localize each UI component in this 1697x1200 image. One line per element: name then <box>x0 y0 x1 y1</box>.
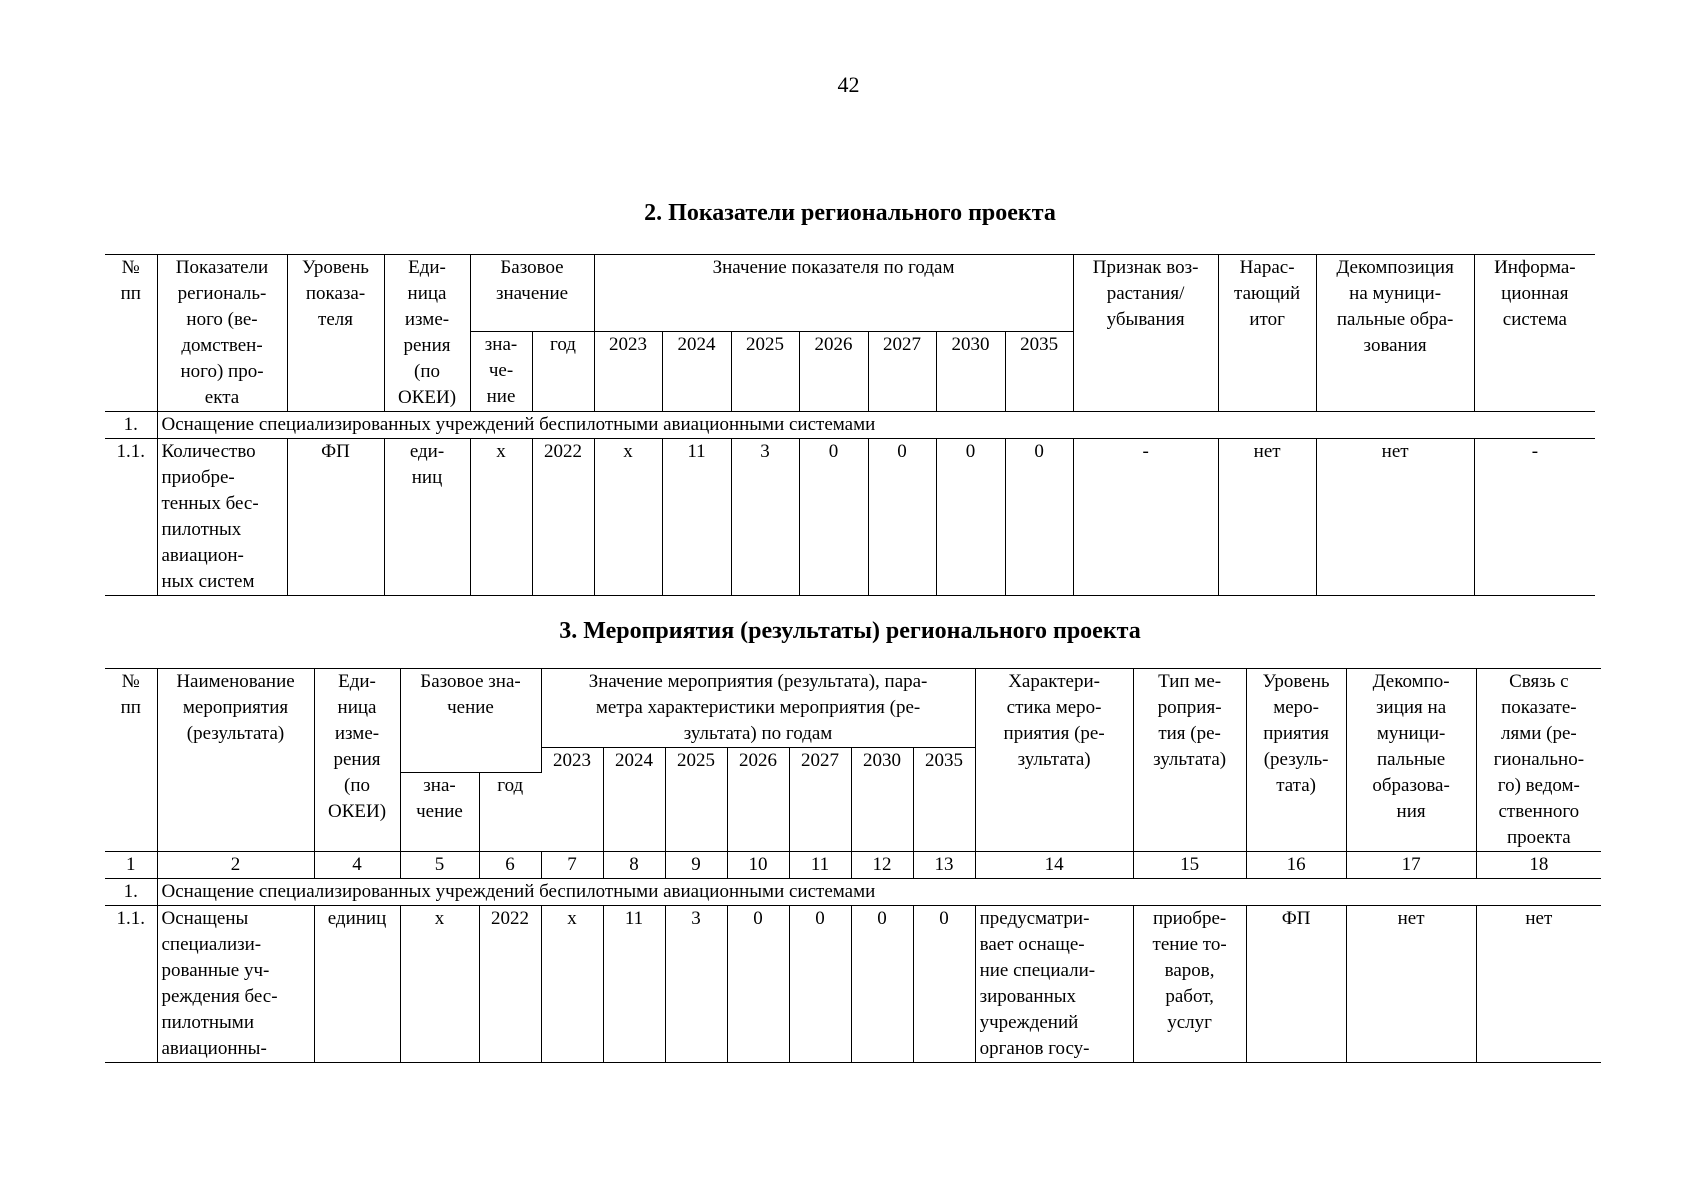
col-number: 15 <box>1133 852 1246 879</box>
col-number: 1 <box>105 852 157 879</box>
header-base-year: год <box>479 773 541 852</box>
group-num: 1. <box>105 412 157 439</box>
header-link: Связь с показате- лями (ре- гионально- го) ведом- ственного проекта <box>1476 669 1601 852</box>
header-unit: Еди- ница изме- рения (по ОКЕИ) <box>384 255 470 412</box>
row-characteristic: предусматри- вает оснаще- ние специали- зированных учреждений органов госу- <box>975 906 1133 1063</box>
row-indicator: Количество приобре- тенных бес- пилотных авиацион- ных систем <box>157 439 287 596</box>
indicators-table <box>105 254 1595 596</box>
header-year: 2025 <box>665 748 727 852</box>
header-by-years: Значение показателя по годам <box>594 255 1073 332</box>
row-unit: еди- ниц <box>384 439 470 596</box>
header-num: № пп <box>105 669 157 852</box>
col-number: 9 <box>665 852 727 879</box>
col-number: 14 <box>975 852 1133 879</box>
row-name: Оснащены специализи- рованные уч- реждения бес- пилотными авиационны- <box>157 906 314 1063</box>
row-base-year: 2022 <box>479 906 541 1063</box>
header-year: 2024 <box>662 332 731 412</box>
header-name: Наименование мероприятия (результата) <box>157 669 314 852</box>
header-year: 2030 <box>851 748 913 852</box>
row-year-value: 0 <box>799 439 868 596</box>
col-number: 6 <box>479 852 541 879</box>
header-base: Базовое зна- чение <box>400 669 541 773</box>
col-number: 11 <box>789 852 851 879</box>
row-year-value: 11 <box>662 439 731 596</box>
activities-table <box>105 668 1601 1063</box>
col-number: 12 <box>851 852 913 879</box>
row-level: ФП <box>287 439 384 596</box>
header-characteristic: Характери- стика меро- приятия (ре- зультата) <box>975 669 1133 852</box>
row-year-value: 0 <box>913 906 975 1063</box>
header-level: Уровень меро- приятия (резуль- тата) <box>1246 669 1346 852</box>
row-level: ФП <box>1246 906 1346 1063</box>
col-number: 18 <box>1476 852 1601 879</box>
row-link: нет <box>1476 906 1601 1063</box>
group-title: Оснащение специализированных учреждений беспилотными авиационными системами <box>157 412 1595 439</box>
header-cumulative: Нарас- тающий итог <box>1218 255 1316 412</box>
row-year-value: 3 <box>731 439 799 596</box>
header-level: Уровень показа- теля <box>287 255 384 412</box>
row-year-value: 0 <box>727 906 789 1063</box>
header-by-years: Значение мероприятия (результата), пара- метра характеристики мероприятия (ре- зультата) по годам <box>541 669 975 748</box>
header-year: 2027 <box>789 748 851 852</box>
table-header-row <box>105 255 1595 332</box>
col-number: 5 <box>400 852 479 879</box>
header-base: Базовое значение <box>470 255 594 332</box>
header-base-value: зна- чение <box>400 773 479 852</box>
header-trend: Признак воз- растания/ убывания <box>1073 255 1218 412</box>
header-num: № пп <box>105 255 157 412</box>
header-year: 2035 <box>913 748 975 852</box>
table-group-row <box>105 412 1595 439</box>
header-year: 2026 <box>799 332 868 412</box>
row-year-value: 0 <box>868 439 936 596</box>
row-base-year: 2022 <box>532 439 594 596</box>
row-cumulative: нет <box>1218 439 1316 596</box>
col-number: 10 <box>727 852 789 879</box>
column-numbers-row <box>105 852 1601 879</box>
group-title: Оснащение специализированных учреждений беспилотными авиационными системами <box>157 879 1601 906</box>
section-2-title: 2. Показатели регионального проекта <box>644 200 1056 226</box>
header-year: 2023 <box>594 332 662 412</box>
header-year: 2024 <box>603 748 665 852</box>
row-decomposition: нет <box>1316 439 1474 596</box>
row-unit: единиц <box>314 906 400 1063</box>
header-year: 2035 <box>1005 332 1073 412</box>
header-base-value: зна- че- ние <box>470 332 532 412</box>
section-3-title: 3. Мероприятия (результаты) регионального проекта <box>559 618 1141 644</box>
group-num: 1. <box>105 879 157 906</box>
header-base-year: год <box>532 332 594 412</box>
page-number: 42 <box>837 72 860 97</box>
col-number: 7 <box>541 852 603 879</box>
header-year: 2030 <box>936 332 1005 412</box>
row-base-value: х <box>470 439 532 596</box>
row-year-value: х <box>541 906 603 1063</box>
row-year-value: х <box>594 439 662 596</box>
col-number: 16 <box>1246 852 1346 879</box>
row-year-value: 0 <box>851 906 913 1063</box>
row-base-value: х <box>400 906 479 1063</box>
col-number: 4 <box>314 852 400 879</box>
table-row <box>105 906 1601 1063</box>
header-year: 2023 <box>541 748 603 852</box>
header-indicator: Показатели региональ- ного (ве- домствен- ного) про- екта <box>157 255 287 412</box>
header-type: Тип ме- роприя- тия (ре- зультата) <box>1133 669 1246 852</box>
row-trend: - <box>1073 439 1218 596</box>
row-year-value: 0 <box>1005 439 1073 596</box>
header-decomposition: Декомпозиция на муници- пальные обра- зования <box>1316 255 1474 412</box>
table-row <box>105 439 1595 596</box>
row-num: 1.1. <box>105 439 157 596</box>
table-header-row <box>105 669 1601 748</box>
row-decomposition: нет <box>1346 906 1476 1063</box>
row-year-value: 3 <box>665 906 727 1063</box>
col-number: 8 <box>603 852 665 879</box>
col-number: 17 <box>1346 852 1476 879</box>
row-year-value: 0 <box>936 439 1005 596</box>
row-num: 1.1. <box>105 906 157 1063</box>
row-year-value: 11 <box>603 906 665 1063</box>
table-group-row <box>105 879 1601 906</box>
header-year: 2027 <box>868 332 936 412</box>
col-number: 2 <box>157 852 314 879</box>
header-year: 2025 <box>731 332 799 412</box>
header-decomposition: Декомпо- зиция на муници- пальные образова- ния <box>1346 669 1476 852</box>
header-year: 2026 <box>727 748 789 852</box>
header-unit: Еди- ница изме- рения (по ОКЕИ) <box>314 669 400 852</box>
row-year-value: 0 <box>789 906 851 1063</box>
row-type: приобре- тение то- варов, работ, услуг <box>1133 906 1246 1063</box>
col-number: 13 <box>913 852 975 879</box>
row-info-system: - <box>1474 439 1595 596</box>
header-info-system: Информа- ционная система <box>1474 255 1595 412</box>
